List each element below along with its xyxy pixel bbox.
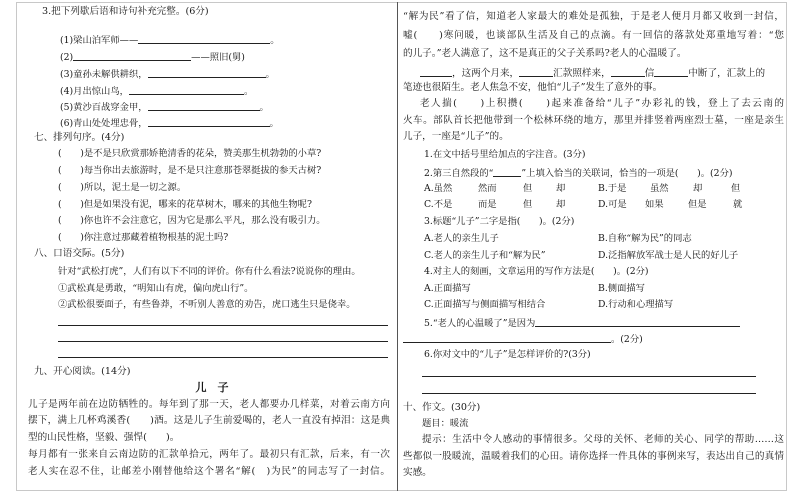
answer-blank	[138, 33, 270, 44]
section-9-title: 九、开心阅读。(14分)	[34, 366, 131, 377]
section-7-title: 七、排列句序。(4分)	[34, 132, 125, 143]
option-c: C.老人的亲生儿子和“解为民”	[424, 250, 546, 261]
fill-item-prefix: (2)	[60, 52, 74, 63]
answer-blank	[148, 116, 270, 127]
passage-text: ，这两个月来，	[452, 68, 520, 79]
passage-line-with-blanks	[420, 66, 765, 80]
passage-line: 嘘( )寒问暖，也谈部队生活及自己的点滴。有一回信的落款处郑重地写着：“您	[403, 30, 784, 41]
passage-line: 每月都有一张来自云南边防的汇款单拾元，两年了。最初只有汇款，后来，有一次	[28, 449, 390, 460]
passage-line: 儿子是两年前在边防牺牲的。每年到了那一天，老人都要办几样菜，对着云南方向	[28, 399, 390, 410]
option-word: 就	[733, 199, 743, 210]
answer-line	[58, 357, 388, 358]
question-5	[424, 316, 740, 330]
question-text: 5.“老人的心温暖了”是因为	[424, 318, 536, 329]
composition-hint: 些都似一股暖流，温暖着我们的心田。请你选择一件具体的事例来写，表达出自己的真情	[403, 451, 784, 462]
passage-text: 汇款照样来，	[553, 68, 611, 79]
option-a: A.正面描写	[424, 283, 471, 294]
option-c: C.不是	[424, 199, 453, 210]
question-6: 6.你对文中的“儿子”是怎样评价的?(3分)	[424, 349, 591, 360]
sentence-item: ( )但是如果没有泥，哪来的花草树木，哪来的其他生物呢?	[58, 199, 312, 210]
fill-item	[60, 116, 279, 130]
answer-line	[58, 325, 388, 326]
option-b: B.于是	[598, 183, 627, 194]
fill-item-suffix: 。	[270, 35, 280, 46]
question-text: 。(2分)	[611, 334, 643, 345]
opinion-item: ②武松很要面子，有些鲁莽，不听别人善意的劝告，虎口逃生只是侥幸。	[58, 299, 356, 310]
passage-line: 摆下，满上几杯鸡溪香( )酒。这是儿子生前爱喝的，老人一直没有掉泪：这是典	[28, 415, 390, 426]
fill-item	[60, 100, 269, 114]
option-d: D.可是	[598, 199, 627, 210]
fill-item-prefix: (5)黄沙百战穿金甲，	[60, 102, 148, 113]
option-word: 但	[731, 183, 741, 194]
answer-blank	[519, 66, 553, 77]
answer-blank	[148, 67, 266, 78]
answer-blank	[73, 50, 191, 61]
option-a: A.虽然	[424, 183, 453, 194]
fill-item-suffix: 。	[243, 86, 254, 97]
question-3: 3.标题“儿子”二字是指( )。(2分)	[424, 216, 575, 227]
option-d: D.泛指解放军战士是人民的好儿子	[598, 250, 739, 261]
answer-line	[58, 341, 388, 342]
question-1: 1.在文中括号里给加点的字注音。(3分)	[424, 149, 586, 160]
answer-blank	[420, 66, 452, 77]
passage-line: 型的山民性格，坚毅、强悍( )。	[28, 432, 180, 443]
section-8-title: 八、口语交际。(5分)	[34, 248, 125, 259]
answer-blank	[403, 332, 611, 343]
passage-title: 儿 子	[195, 381, 229, 394]
answer-blank	[654, 66, 688, 77]
question-2	[424, 166, 733, 180]
composition-hint: 提示：生活中令人感动的事情很多。父母的关怀、老师的关心、同学的帮助……这	[422, 434, 784, 445]
sentence-item: ( )是不是只欣赏那娇艳清香的花朵，赞美那生机勃勃的小草?	[58, 148, 322, 159]
answer-line	[422, 393, 756, 394]
sentence-item: ( )每当你出去旅游时，是不是只注意那苍翠挺拔的参天古树?	[58, 165, 322, 176]
fill-item-suffix: ——照旧(舅)	[191, 52, 245, 63]
sentence-item: ( )你注意过那藏着植物根基的泥土吗?	[58, 232, 229, 243]
question-text: 2.第三自然段的“	[424, 168, 494, 179]
option-a: A.老人的亲生儿子	[424, 233, 499, 244]
section-10-title: 十、作文。(30分)	[403, 402, 481, 413]
passage-line: “解为民”看了信，知道老人家最大的难处是孤独，于是老人便月月都又收到一封信，	[403, 11, 784, 22]
option-word: 然而	[478, 183, 497, 194]
option-c: C.正面描写与侧面描写相结合	[424, 299, 546, 310]
option-word: 虽然	[650, 183, 669, 194]
fill-item-prefix: (1)梁山泊军师——	[60, 35, 139, 46]
passage-line: 儿子，一座是“儿子”的。	[403, 131, 509, 142]
option-word: 但	[523, 199, 533, 210]
option-word: 却	[556, 183, 566, 194]
question-4: 4.对主人的刻画，文章运用的写作方法是( )。(2分)	[424, 266, 649, 277]
answer-blank	[129, 84, 244, 95]
opinion-item: ①武松真是勇敢，“明知山有虎，偏向虎山行”。	[58, 283, 254, 294]
fill-item-suffix: 。	[265, 69, 275, 80]
fill-item	[60, 33, 280, 47]
fill-item-suffix: 。	[259, 102, 269, 113]
option-word: 如果	[645, 199, 664, 210]
fill-item	[60, 50, 245, 64]
answer-blank	[611, 66, 645, 77]
q3-title: 3.把下列歇后语和诗句补充完整。(6分)	[42, 6, 209, 17]
fill-item	[60, 67, 275, 81]
question-text: ”上填入恰当的关联词，恰当的一项是( )。(2分)	[521, 168, 733, 179]
option-word: 而是	[478, 199, 497, 210]
option-b: B.自称“解为民”的同志	[598, 233, 692, 244]
answer-blank	[493, 166, 521, 177]
answer-blank	[148, 100, 260, 111]
passage-text: 信	[644, 68, 655, 79]
option-word: 但	[523, 183, 533, 194]
option-word: 但是	[688, 199, 707, 210]
fill-item-prefix: (4)月出惊山鸟，	[60, 86, 129, 97]
passage-line: 老人揣( )上积攒( )起来准备给“儿子”办彩礼的钱，登上了去云南的	[420, 98, 784, 109]
sentence-item: ( )你也许不会注意它，因为它是那么平凡，那么没有吸引力。	[58, 215, 326, 226]
passage-line: 老人实在忍不住，让邮差小刚替他给这个署名“解( )为民”的同志写了一封信。	[28, 466, 390, 477]
fill-item-suffix: 。	[269, 118, 279, 129]
sentence-item: ( )所以，泥土是一切之源。	[58, 182, 187, 193]
passage-line: 笔迹也很陌生。老人焦急不安，他怕“儿子”发生了意外的事。	[403, 82, 663, 93]
option-d: D.行动和心理描写	[598, 299, 674, 310]
composition-topic: 题目：暖流	[422, 418, 469, 429]
column-divider	[397, 2, 398, 491]
answer-blank	[535, 316, 740, 327]
fill-item-prefix: (6)青山处处埋忠骨，	[60, 118, 148, 129]
section-8-prompt: 针对“武松打虎”，人们有以下不同的评价。你有什么看法?说说你的理由。	[58, 266, 361, 277]
fill-item-prefix: (3)童孙未解供耕织，	[60, 69, 148, 80]
composition-hint: 实感。	[403, 467, 432, 478]
answer-line	[422, 376, 756, 377]
option-word: 却	[693, 183, 703, 194]
passage-text: 中断了，汇款上的	[688, 68, 766, 79]
question-5-continued	[403, 332, 643, 346]
passage-line: 火车。部队首长把他带到一个松林环绕的地方，那里并排竖着两座烈士墓，一座是亲生	[403, 115, 784, 126]
passage-line: 的儿子。”老人满意了，这不是真正的父子关系吗?老人的心温暖了。	[403, 48, 687, 59]
option-word: 却	[556, 199, 566, 210]
fill-item	[60, 84, 253, 98]
option-b: B.侧面描写	[598, 283, 645, 294]
